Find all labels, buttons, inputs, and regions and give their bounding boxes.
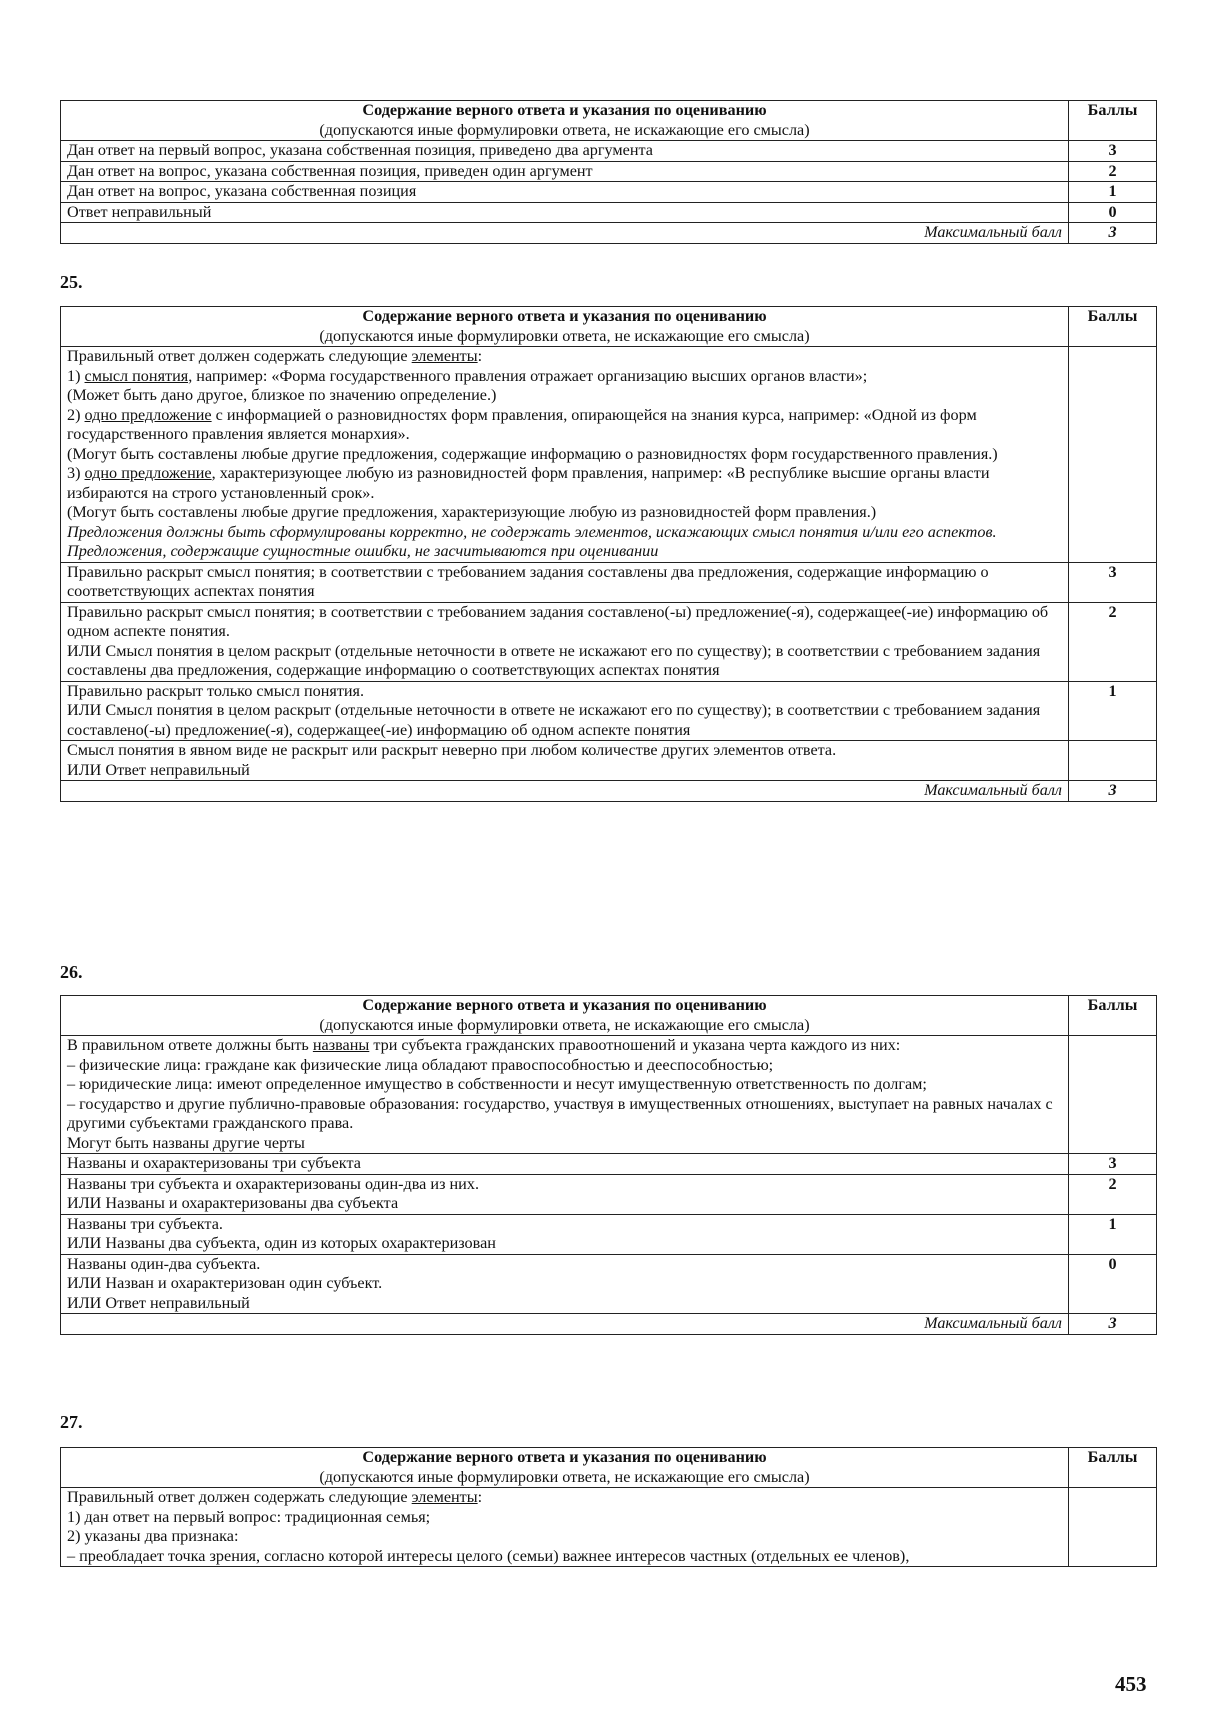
table-header: Содержание верного ответа и указания по оцениванию (допускаются иные формулировки ответа, не искажающие его смысла) — [61, 1448, 1069, 1488]
table-row: Правильно раскрыт смысл понятия; в соответствии с требованием задания составлено(-ы) предложение(-я), содержащее(-ие) информацию об одном аспекте понятия. ИЛИ Смысл понятия в целом раскрыт (отдельные неточности в ответе не искажают его по существу); в соответствии с требованием задания составлены два предложения, содержащие информацию о соответствующих аспектах понятия 2 — [61, 602, 1157, 681]
points-header: Баллы — [1069, 996, 1157, 1036]
table-header: Содержание верного ответа и указания по оцениванию (допускаются иные формулировки ответа, не искажающие его смысла) — [61, 101, 1069, 141]
table-row: Смысл понятия в явном виде не раскрыт или раскрыт неверно при любом количестве других элементов ответа. ИЛИ Ответ неправильный — [61, 741, 1157, 781]
grading-table-26 — [60, 995, 1157, 1335]
grading-table-24 — [60, 100, 1157, 244]
table-row — [61, 1036, 1157, 1154]
answer-elements: В правильном ответе должны быть названы три субъекта гражданских правоотношений и указана черта каждого из них: – физические лица: граждане как физические лица обладают правоспособностью и дееспособностью; – юридические лица: имеют определенное имущество в собственности и несут имущественную ответственность по долгам; – государство и другие публично-правовые образования: государство, участвуя в имущественных отношениях, выступает на равных началах с другими субъектами гражданского права. Могут быть названы другие черты — [61, 1036, 1069, 1154]
answer-elements: Правильный ответ должен содержать следующие элементы: 1) смысл понятия, например: «Форма государственного правления отражает организацию высших органов власти»; (Может быть дано другое, близкое по значению определение.) 2) одно предложение с информацией о разновидностях форм правления, опирающейся на знания курса, например: «Одной из форм государственного правления является монархия». (Могут быть составлены любые другие предложения, содержащие информацию о разновидностях форм государственного правления.) 3) одно предложение, характеризующее любую из разновидностей форм правления, например: «В республике высшие органы власти избираются на строго установленный срок». (Могут быть составлены любые другие предложения, характеризующие любую из разновидностей форм правления.) Предложения должны быть сформулированы корректно, не содержать элементов, искажающих смысл понятия и/или его аспектов. Предложения, содержащие сущностные ошибки, не засчитываются при оценивании — [61, 347, 1069, 563]
table-row: Дан ответ на вопрос, указана собственная позиция 1 — [61, 182, 1157, 203]
table-row: Правильно раскрыт смысл понятия; в соответствии с требованием задания составлены два предложения, содержащие информацию о соответствующих аспектах понятия 3 — [61, 562, 1157, 602]
table-header: Содержание верного ответа и указания по оцениванию (допускаются иные формулировки ответа, не искажающие его смысла) — [61, 307, 1069, 347]
table-row: Дан ответ на вопрос, указана собственная позиция, приведен один аргумент 2 — [61, 161, 1157, 182]
grading-table-27 — [60, 1447, 1157, 1567]
task-number-27: 27. — [60, 1412, 83, 1432]
table-row — [61, 1488, 1157, 1567]
max-score-row: Максимальный балл 3 — [61, 223, 1157, 244]
table-row: Дан ответ на первый вопрос, указана собственная позиция, приведено два аргумента 3 — [61, 141, 1157, 162]
table-row — [61, 347, 1157, 563]
task-number-25: 25. — [60, 272, 83, 292]
points-header: Баллы — [1069, 101, 1157, 141]
table-row: Названы один-два субъекта. ИЛИ Назван и охарактеризован один субъект. ИЛИ Ответ неправильный 0 — [61, 1254, 1157, 1314]
table-row: Названы три субъекта. ИЛИ Названы два субъекта, один из которых охарактеризован 1 — [61, 1214, 1157, 1254]
table-row: Названы и охарактеризованы три субъекта 3 — [61, 1154, 1157, 1175]
points-header: Баллы — [1069, 307, 1157, 347]
max-score-row: Максимальный балл 3 — [61, 781, 1157, 802]
task-number-26: 26. — [60, 962, 83, 982]
table-row: Названы три субъекта и охарактеризованы один-два из них. ИЛИ Названы и охарактеризованы два субъекта 2 — [61, 1174, 1157, 1214]
table-row: Правильно раскрыт только смысл понятия. ИЛИ Смысл понятия в целом раскрыт (отдельные неточности в ответе не искажают его по существу); в соответствии с требованием задания составлено(-ы) предложение(-я), содержащее(-ие) информацию об одном аспекте понятия 1 — [61, 681, 1157, 741]
max-score-row: Максимальный балл 3 — [61, 1314, 1157, 1335]
answer-elements: Правильный ответ должен содержать следующие элементы: 1) дан ответ на первый вопрос: традиционная семья; 2) указаны два признака: – преобладает точка зрения, согласно которой интересы целого (семьи) важнее интересов частных (отдельных ее членов), — [61, 1488, 1069, 1567]
points-header: Баллы — [1069, 1448, 1157, 1488]
grading-table-25 — [60, 306, 1157, 802]
page-number: 453 — [1115, 1672, 1147, 1696]
table-row: Ответ неправильный 0 — [61, 202, 1157, 223]
table-header: Содержание верного ответа и указания по оцениванию (допускаются иные формулировки ответа, не искажающие его смысла) — [61, 996, 1069, 1036]
